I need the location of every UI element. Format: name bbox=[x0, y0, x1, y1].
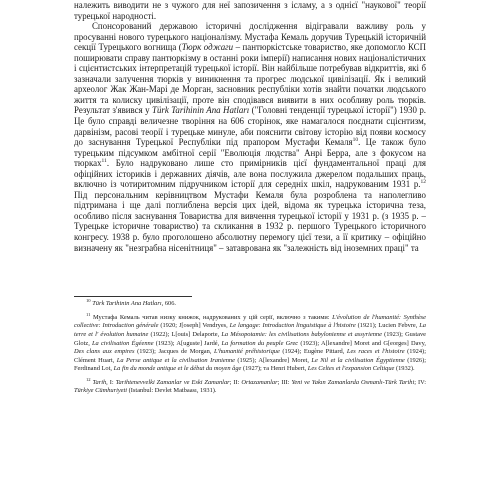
footnote-text: (1922); L[ouis] Delaporte, bbox=[148, 330, 222, 338]
footnote-text: (1921); Lucien Febvre, bbox=[355, 322, 420, 330]
footnote-text: (1923); Gustave Glotz, bbox=[74, 330, 427, 347]
paragraph-text: Спонсорований державою історичні дослідження відігравали важливу роль у просуванні нового турецького націоналізму. Мустафа Кемаль доручив Турецькій історичній секції Турецького вогнища ( bbox=[74, 21, 426, 53]
footnote-text: (1923); A[uguste] Jardé, bbox=[153, 339, 222, 347]
footnote-text: (1926); Ferdinand Lot, bbox=[74, 356, 427, 373]
footnote-12 bbox=[74, 376, 427, 396]
footnote-title: Le langage: Introduction linguistique à l'histoire bbox=[229, 322, 356, 330]
top-line: належить виводити не з чужого для неї запозичення з ісламу, а з однієї "наукової" теорії турецької народності. bbox=[74, 0, 426, 21]
footnote-title: Tarih bbox=[92, 378, 107, 386]
footnote-text: (1927); та Henri Hubert, bbox=[241, 365, 308, 373]
footnote-title: Des clans aux empires bbox=[74, 348, 135, 356]
footnote-separator bbox=[74, 296, 192, 297]
footnote-text: (Istanbul: Devlet Matbaası, 1931). bbox=[127, 387, 217, 395]
footnote-text: (1924); Eugène Pittard, bbox=[279, 348, 347, 356]
footnote-title: La Mésopotamie: les civilisations babylonienne et assyrienne bbox=[221, 330, 382, 338]
footnote-title: L'évolution de l'humanité: Synthèse collective: Introduction générale bbox=[74, 313, 426, 330]
footnote-ref-10[interactable]: 10 bbox=[352, 137, 359, 144]
footnote-number: 12 bbox=[86, 376, 91, 382]
main-paragraph bbox=[74, 21, 426, 253]
footnote-title: La fin du monde antique et le début du moyen âge bbox=[113, 365, 242, 373]
footnote-title: La formation du peuple Grec bbox=[221, 339, 299, 347]
footnote-title: Yeni ve Yakın Zamanlarda Osmanlı-Türk Tarihi bbox=[291, 378, 415, 386]
footnote-text: (1924); Clément Huart, bbox=[74, 348, 426, 364]
footnote-text: ; IV: bbox=[414, 378, 427, 386]
paragraph-text: – пантюркістське товариство, яке допомогло КСП поширювати справу пантюркізму в останні роки імперії) написання нових націоналістичних і сцієнтистських інтерпретацій турецької історії. Він найбільше потребував відкриттів, які б зазначали залучення тюрків у виникнення та прогрес людської цивілізації. Як і великий археолог Жак Жан-Марі де Морган, засновник республіки хотів знайти початки людського життя та колиску цивілізації, проте він сподівався виявити в них особливу роль тюрків. Результат з'явився у bbox=[74, 42, 426, 116]
footnote-number: 11 bbox=[86, 311, 91, 317]
footnote-text: , 606. bbox=[161, 300, 177, 308]
footnote-title: Le Nil et la civilisation Égyptienne bbox=[311, 356, 405, 364]
footnote-title: La Perse antique et la civilisation Iranienne bbox=[116, 356, 235, 364]
paragraph-text: ("Головні тенденції турецької історії") 1930 р. Це було справді величезне творіння на 606 сторінок, яке намагалося поєднати сцієнтизм, дарвінізм, расові теорії і турецьке минуле, аби пояснити світову історію від появи космосу до заснування Турецької Республіки під прапором Мустафи Кемаля bbox=[74, 105, 426, 148]
footnote-title: L'humanité préhistorique bbox=[214, 348, 280, 356]
footnote-text: Мустафа Кемаль читав низку книжок, надрукованих у цій серії, включно з такими: bbox=[93, 313, 333, 321]
footnote-title: La civilisation Égéenne bbox=[92, 339, 154, 347]
paragraph-text: . Було надруковано лише сто примірників цієї фундаментальної праці для офіційних істориків і державних діячів, але вона послужила джерелом подальших праць, включно із чотиритомним підручником історії для середніх шкіл, надрукованим 1931 р. bbox=[74, 158, 426, 190]
footnote-title: Les Celtes et l'expansion Celtique bbox=[307, 365, 395, 373]
footnote-text: ; III: bbox=[277, 378, 292, 386]
term-turk-ojagi: Тюрк оджаги bbox=[181, 42, 234, 53]
footnote-text: (1932). bbox=[394, 365, 415, 373]
footnote-text: (1923); Jacques de Morgan, bbox=[134, 348, 215, 356]
paragraph-text: Під персональним керівництвом Мустафи Кемаля була розроблена та наполегливо підтримана і ще далі поглиблена версія цих ідей, відома як турецька історична теза, особливо після заснування Товариства для вивчення турецької історії у 1931 р. (з 1935 р. – Турецьке історичне товариство) та скликання в 1932 р. першого Турецького історичного конгресу. 1938 р. було проголошено абсолютну перемогу цієї тези, а її критику – офіційно визначену як "незграбна нісенітниця" – затаврована як "залежність від іноземних праці" та bbox=[74, 189, 426, 253]
footnote-title: Tarihtenevvelki Zamanlar ve Eski Zamanlar bbox=[115, 378, 230, 386]
paragraph-text: . Це також було турецьким підсумком амбітної серії "Еволюція людства" Анрі Берра, але з фокусом на тюрках bbox=[74, 137, 426, 169]
footnote-text: (1925); A[lexandre] Moret, bbox=[234, 356, 312, 364]
footnote-text: ; II: bbox=[229, 378, 242, 386]
book-title: Türk Tarihinin Ana Hatları bbox=[152, 105, 250, 116]
footnote-text: (1923); A[lexandre] Moret and G[eorges] Davy, bbox=[298, 339, 426, 347]
footnote-title: Ortazamanlar bbox=[241, 378, 278, 386]
footnote-number: 10 bbox=[86, 298, 91, 303]
footnote-title: Les races et l'histoire bbox=[346, 348, 405, 356]
footnote-ref-11[interactable]: 11 bbox=[101, 158, 107, 165]
footnote-ref-12[interactable]: 12 bbox=[420, 179, 426, 186]
footnote-title: Türkiye Cümhuriyeti bbox=[74, 387, 128, 395]
footnote-text: , I: bbox=[106, 378, 116, 386]
footnote-title: La terre et l' évolution humaine bbox=[74, 322, 426, 338]
footnote-10 bbox=[74, 300, 426, 309]
footnote-11 bbox=[74, 311, 427, 374]
footnote-title: Türk Tarihinin Ana Hatları bbox=[92, 300, 162, 308]
footnote-text: (1920; J[oseph] Vendryes, bbox=[158, 322, 230, 330]
